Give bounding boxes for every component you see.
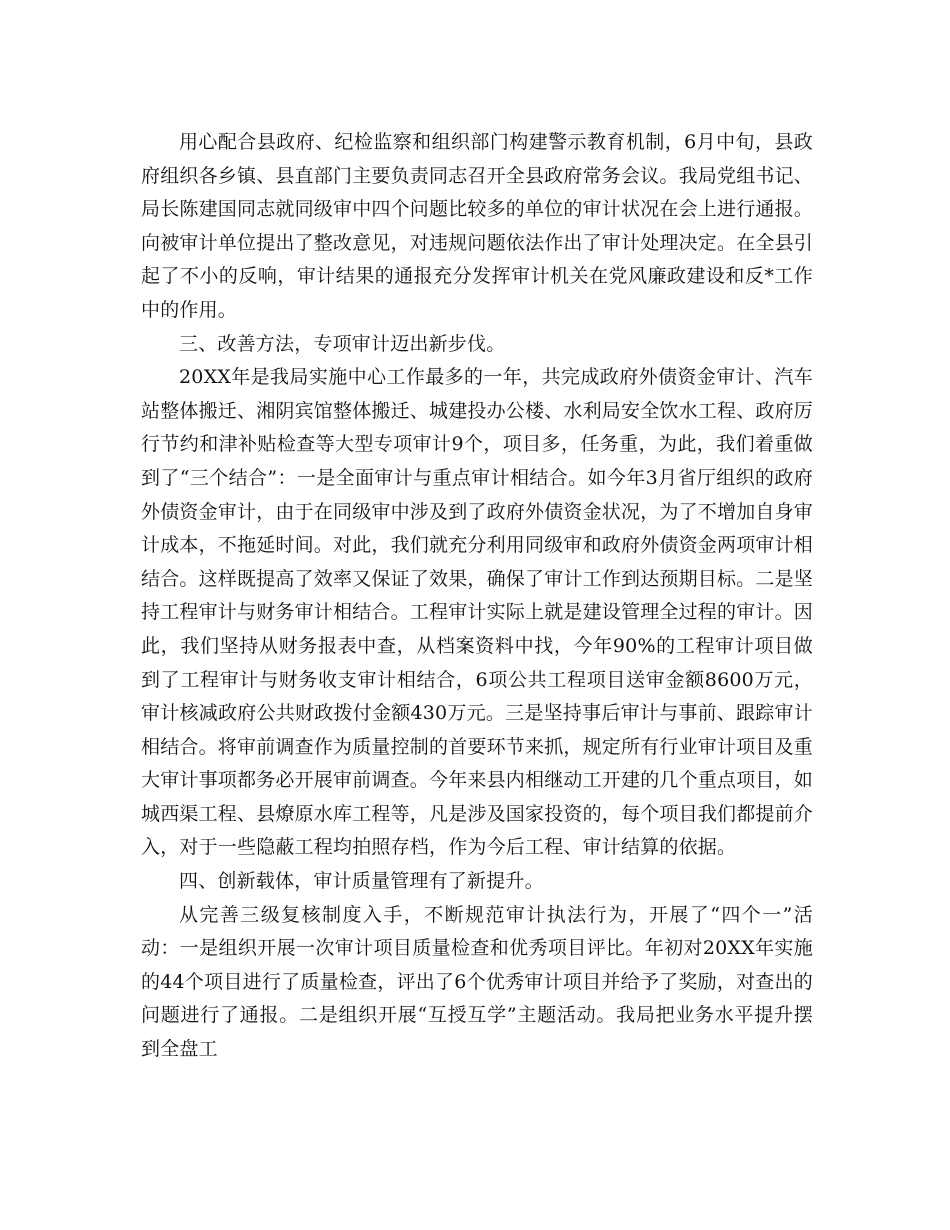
paragraph-supervision: 用心配合县政府、纪检监察和组织部门构建警示教育机制，6月中旬，县政府组织各乡镇、县直部门主要负责同志召开全县政府常务会议。我局党组书记、局长陈建国同志就同级审中四个问题比较多的单位的审计状况在会上进行通报。向被审计单位提出了整改意见，对违规问题依法作出了审计处理决定。在全县引起了不小的反响，审计结果的通报充分发挥审计机关在党风廉政建设和反*工作中的作用。 — [141, 131, 814, 321]
paragraph-quality-management: 从完善三级复核制度入手，不断规范审计执法行为，开展了“四个一”活动：一是组织开展一次审计项目质量检查和优秀项目评比。年初对20XX年实施的44个项目进行了质量检查，评出了6个优秀审计项目并给予了奖励，对查出的问题进行了通报。二是组织开展“互授互学”主题活动。我局把业务水平提升摆到全盘工 — [141, 903, 813, 1061]
document-body — [141, 126, 813, 1067]
paragraph-special-audit: 20XX年是我局实施中心工作最多的一年，共完成政府外债资金审计、汽车站整体搬迁、湘阴宾馆整体搬迁、城建投办公楼、水利局安全饮水工程、政府厉行节约和津补贴检查等大型专项审计9个，项目多，任务重，为此，我们着重做到了“三个结合”：一是全面审计与重点审计相结合。如今年3月省厅组织的政府外债资金审计，由于在同级审中涉及到了政府外债资金状况，为了不增加自身审计成本，不拖延时间。对此，我们就充分利用同级审和政府外债资金两项审计相结合。这样既提高了效率又保证了效果，确保了审计工作到达预期目标。二是坚持工程审计与财务审计相结合。工程审计实际上就是建设管理全过程的审计。因此，我们坚持从财务报表中查，从档案资料中找，今年90%的工程审计项目做到了工程审计与财务收支审计相结合，6项公共工程项目送审金额8600万元，审计核减政府公共财政拨付金额430万元。三是坚持事后审计与事前、跟踪审计相结合。将审前调查作为质量控制的首要环节来抓，规定所有行业审计项目及重大审计事项都务必开展审前调查。今年来县内相继动工开建的几个重点项目，如城西渠工程、县燎原水库工程等，凡是涉及国家投资的，每个项目我们都提前介入，对于一些隐蔽工程均拍照存档，作为今后工程、审计结算的依据。 — [141, 366, 814, 859]
section-heading-3: 三、改善方法，专项审计迈出新步伐。 — [179, 332, 506, 355]
section-heading-4: 四、创新载体，审计质量管理有了新提升。 — [179, 870, 544, 893]
